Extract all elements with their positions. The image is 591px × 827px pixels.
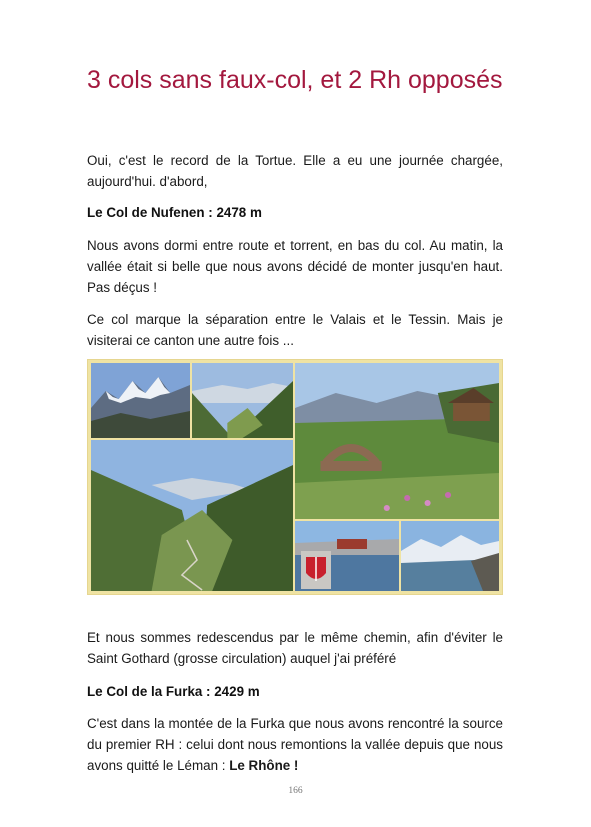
page-number: 166: [288, 786, 303, 796]
photo-lake-emblem: [295, 521, 399, 591]
paragraph-night: Nous avons dormi entre route et torrent, en bas du col. Au matin, la vallée était si belle que nous avons décidé de monter jusqu'en haut. Pas déçus !: [87, 238, 503, 295]
section-heading-furka: Le Col de la Furka : 2429 m: [87, 684, 260, 699]
intro-paragraph: Oui, c'est le record de la Tortue. Elle a eu une journée chargée, aujourd'hui. d'abord,: [87, 153, 503, 189]
photo-collage: [88, 360, 502, 594]
photo-long-valley: [91, 440, 293, 591]
photo-bridge-chalet: [295, 363, 499, 519]
page-title: 3 cols sans faux-col, et 2 Rh opposés: [87, 66, 503, 94]
photo-green-valley: [192, 363, 293, 438]
paragraph-separation: Ce col marque la séparation entre le Valais et le Tessin. Mais je visiterai ce canton une autre fois ...: [87, 312, 503, 348]
paragraph-return: Et nous sommes redescendus par le même chemin, afin d'éviter le Saint Gothard (grosse circulation) auquel j'ai préféré: [87, 630, 503, 666]
paragraph-rhone-text: C'est dans la montée de la Furka que nous avons rencontré la source du premier RH : celui dont nous remontions la vallée depuis que nous avons quitté le Léman :: [87, 716, 503, 773]
photo-snowy-lake: [401, 521, 499, 591]
photo-snowy-peaks: [91, 363, 190, 438]
section-heading-nufenen: Le Col de Nufenen : 2478 m: [87, 205, 262, 220]
rhone-highlight: Le Rhône !: [229, 758, 299, 773]
paragraph-rhone: [87, 713, 503, 776]
